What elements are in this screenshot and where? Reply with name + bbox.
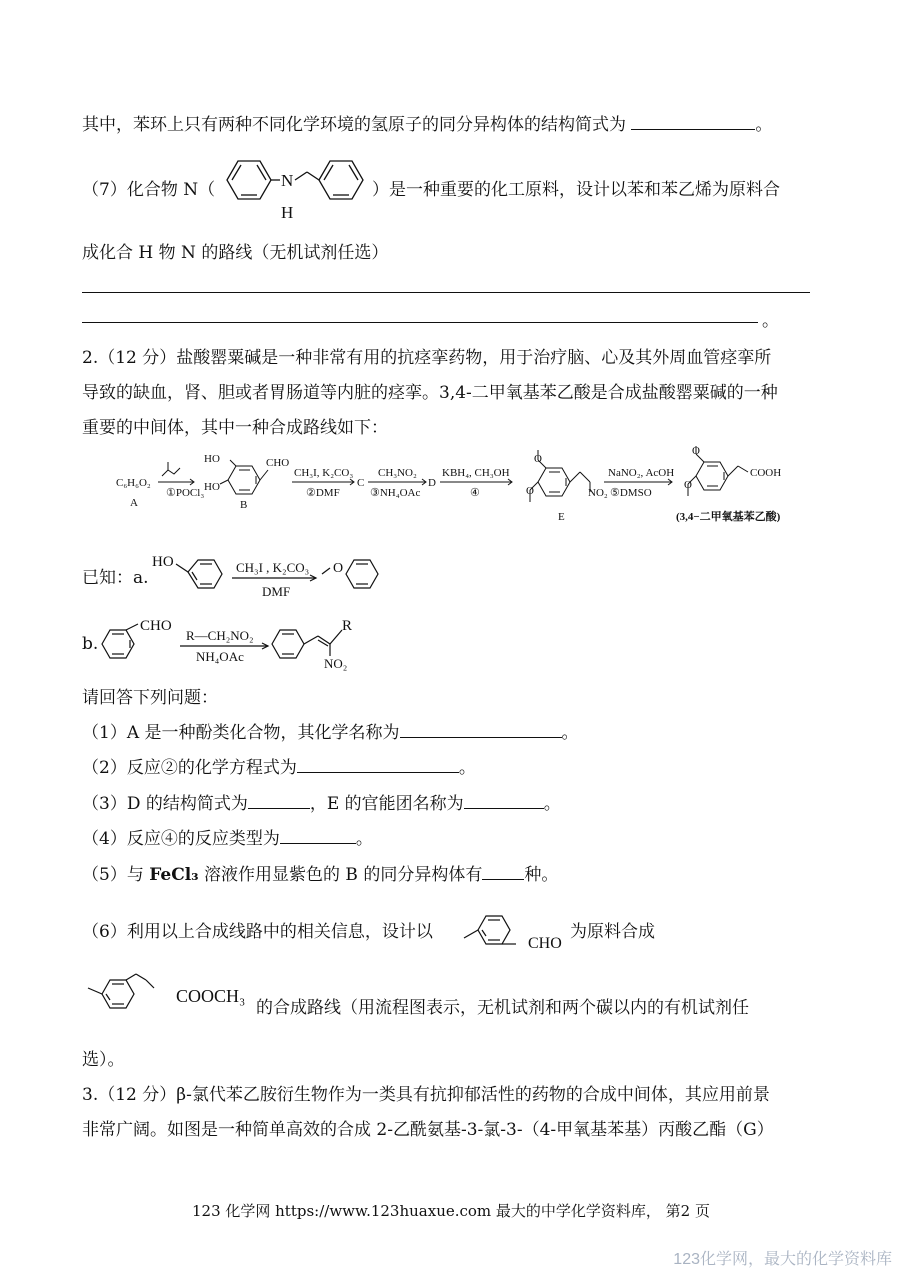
answer-blank[interactable] bbox=[297, 756, 459, 773]
punctuation: 。 bbox=[755, 115, 773, 135]
q3-line1: 3.（12 分）β-氯代苯乙胺衍生物作为一类具有抗抑郁活性的药物的合成中间体，其应用前景 bbox=[82, 1085, 770, 1105]
sub-text: （5）与 bbox=[82, 865, 150, 885]
known-b-label: b. bbox=[82, 634, 99, 654]
label-c: C bbox=[357, 477, 365, 489]
b-aldehyde: CHO bbox=[266, 457, 290, 469]
synthesis-scheme bbox=[110, 440, 810, 535]
q3-line2: 非常广阔。如图是一种简单高效的合成 2-乙酰氨基-3-氯-3-（4-甲氧基苯基）丙酸乙酯（G） bbox=[82, 1120, 774, 1140]
svg-text:O: O bbox=[684, 479, 692, 491]
step-5: ⑤DMSO bbox=[610, 487, 652, 499]
label-d: D bbox=[428, 477, 436, 489]
fecl3-formula: FeCl₃ bbox=[149, 865, 199, 885]
sub-text: （3）D 的结构简式为 bbox=[82, 794, 248, 814]
sub-text: 溶液作用显紫色的 B 的同分异构体有 bbox=[198, 865, 483, 885]
step-1: ①POCl₃ bbox=[166, 487, 205, 499]
sub-text: （2）反应②的化学方程式为 bbox=[82, 758, 297, 778]
punctuation: 。 bbox=[458, 758, 476, 778]
answer-line[interactable] bbox=[82, 292, 810, 293]
label-e: E bbox=[558, 511, 565, 523]
page-footer: 123 化学网 https://www.123huaxue.com 最大的中学化学资料库， 第2 页 bbox=[191, 1202, 710, 1220]
n-atom-label: N bbox=[281, 171, 294, 190]
answer-line[interactable] bbox=[82, 322, 758, 323]
svg-text:O: O bbox=[534, 453, 542, 465]
punctuation: 。 bbox=[561, 723, 579, 743]
known-a-label: 已知：a. bbox=[82, 568, 149, 588]
answer-blank[interactable] bbox=[631, 113, 755, 130]
answer-blank[interactable] bbox=[464, 792, 544, 809]
reagent-4: KBH₄, CH₃OH bbox=[442, 467, 510, 479]
punctuation: 。 bbox=[543, 794, 561, 814]
answer-blank[interactable] bbox=[400, 721, 562, 738]
nitro-group: NO₂ bbox=[324, 656, 348, 671]
known-reaction-b bbox=[98, 614, 378, 672]
b-hydroxyl-1: HO bbox=[204, 453, 220, 465]
svg-text:O: O bbox=[526, 485, 534, 497]
sub-text: 种。 bbox=[524, 865, 559, 885]
label-b: B bbox=[240, 499, 248, 511]
h-atom-label: H bbox=[281, 203, 294, 222]
step-3: ③NH₄OAc bbox=[370, 487, 421, 499]
q2-line1: 2.（12 分）盐酸罂粟碱是一种非常有用的抗痉挛药物，用于治疗脑、心及其外周血管痉挛所 bbox=[82, 348, 772, 368]
aldehyde-group: CHO bbox=[140, 618, 172, 634]
compound-b-ring bbox=[220, 460, 268, 494]
aldehyde-label: CHO bbox=[528, 935, 562, 952]
question-7-line2: 成化合 H 物 N 的路线（无机试剂任选） bbox=[82, 243, 389, 263]
b-hydroxyl-2: HO bbox=[204, 481, 220, 493]
sub-question-1 bbox=[82, 718, 579, 743]
ester-label: COOCH₃ bbox=[176, 986, 246, 1006]
svg-text:O: O bbox=[692, 445, 700, 457]
start-formula: C₆H₆O₂ bbox=[116, 477, 151, 489]
step-4: ④ bbox=[470, 487, 480, 499]
r-group: R bbox=[342, 618, 353, 634]
m-tolualdehyde-structure bbox=[460, 900, 570, 955]
sub-text: （1）A 是一种酚类化合物，其化学名称为 bbox=[82, 723, 400, 743]
reagent-a-top: CH₃I , K₂CO₃ bbox=[236, 560, 310, 575]
answer-blank[interactable] bbox=[280, 827, 356, 844]
e-nitro: NO₂ bbox=[588, 487, 608, 499]
sub-text: （4）反应④的反应类型为 bbox=[82, 829, 280, 849]
sub-question-6-b: 为原料合成 bbox=[570, 922, 655, 942]
reagent-b-bottom: NH₄OAc bbox=[196, 649, 244, 664]
reagent-3: CH₃NO₂ bbox=[378, 467, 417, 479]
known-reaction-a bbox=[150, 548, 400, 603]
target-ester-structure bbox=[84, 970, 264, 1025]
text-line: 其中，苯环上只有两种不同化学环境的氢原子的同分异构体的结构简式为 bbox=[82, 115, 626, 135]
compound-n-structure bbox=[215, 150, 375, 225]
prompt: 请回答下列问题： bbox=[82, 688, 218, 708]
product-name: (3,4−二甲氧基苯乙酸) bbox=[676, 511, 781, 523]
question-7-suffix: ）是一种重要的化工原料，设计以苯和苯乙烯为原料合 bbox=[372, 180, 780, 200]
label-a: A bbox=[130, 497, 138, 509]
reagent-2: CH₃I, K₂CO₃ bbox=[294, 467, 354, 479]
product-carboxyl: COOH bbox=[750, 467, 782, 479]
sub-question-4 bbox=[82, 824, 373, 849]
question-text bbox=[82, 110, 772, 135]
step-2: ②DMF bbox=[306, 487, 340, 499]
sub-question-5 bbox=[82, 860, 558, 885]
sub-question-3 bbox=[82, 789, 561, 814]
reagent-5: NaNO₂, AcOH bbox=[608, 467, 675, 479]
reagent-b-top: R—CH₂NO₂ bbox=[186, 628, 254, 643]
sub-question-6-d: 选）。 bbox=[82, 1050, 125, 1070]
sub-question-6-c: 的合成路线（用流程图表示，无机试剂和两个碳以内的有机试剂任 bbox=[256, 998, 749, 1018]
sub-question-2 bbox=[82, 753, 476, 778]
phenol-hydroxyl: HO bbox=[152, 554, 174, 570]
q2-line2: 导致的缺血，肾、胆或者胃肠道等内脏的痉挛。3,4-二甲氧基苯乙酸是合成盐酸罂粟碱的一种 bbox=[82, 383, 778, 403]
punctuation: 。 bbox=[355, 829, 373, 849]
answer-blank[interactable] bbox=[482, 863, 524, 880]
sub-text: ，E 的官能团名称为 bbox=[309, 794, 464, 814]
punctuation: 。 bbox=[762, 311, 779, 331]
q2-line3: 重要的中间体，其中一种合成路线如下： bbox=[82, 418, 388, 438]
site-watermark: 123化学网，最大的化学资料库 bbox=[673, 1251, 892, 1268]
question-7-prefix: （7）化合物 N（ bbox=[82, 180, 216, 200]
svg-text:O: O bbox=[333, 561, 344, 576]
answer-blank[interactable] bbox=[248, 792, 310, 809]
reagent-a-bottom: DMF bbox=[262, 584, 291, 599]
sub-question-6-a: （6）利用以上合成线路中的相关信息，设计以 bbox=[82, 922, 433, 942]
